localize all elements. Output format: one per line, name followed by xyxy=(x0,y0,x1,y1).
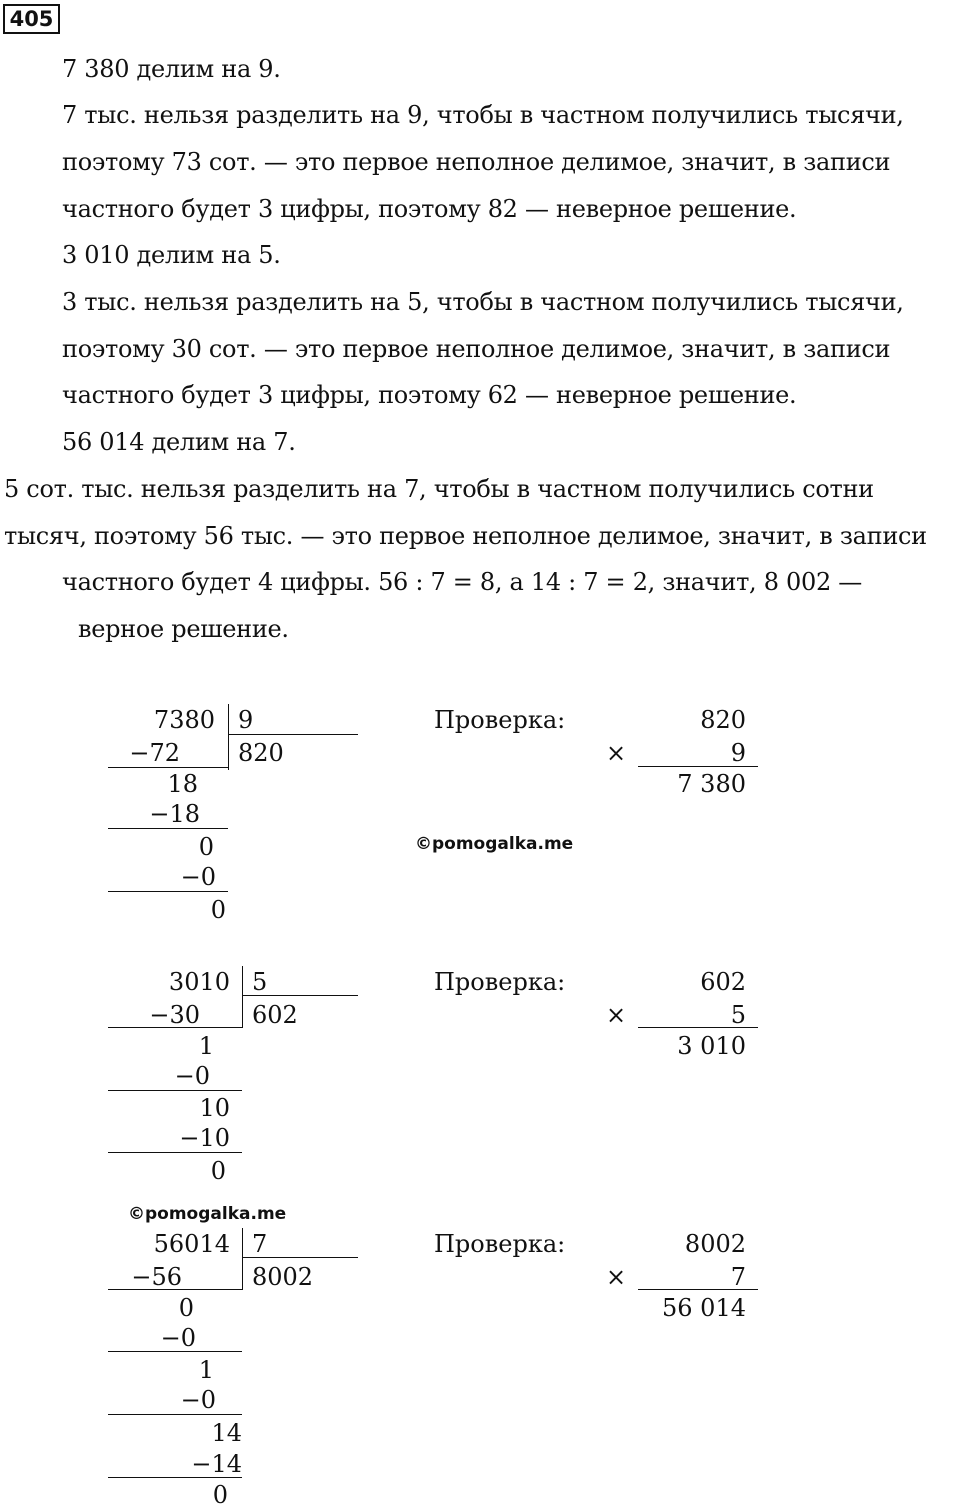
check-multiplier: 5 xyxy=(730,1001,746,1029)
division-bar xyxy=(242,966,243,1028)
subtrahend: −14 xyxy=(191,1450,242,1478)
check-product: 56 014 xyxy=(662,1294,746,1322)
subtrahend: −0 xyxy=(160,1324,196,1352)
paragraph-line: 7 380 делим на 9. xyxy=(62,55,281,83)
remainder: 1 xyxy=(198,1356,214,1384)
step-line xyxy=(108,1090,242,1091)
quotient: 602 xyxy=(252,1001,298,1029)
paragraph-line: поэтому 73 сот. — это первое неполное делимое, значит, в записи xyxy=(62,148,891,176)
subtrahend: −56 xyxy=(131,1263,182,1291)
remainder: 10 xyxy=(199,1094,230,1122)
step-line xyxy=(108,1027,242,1028)
check-multiplier: 9 xyxy=(730,739,746,767)
divisor-line xyxy=(228,734,358,735)
check-product: 7 380 xyxy=(677,770,746,798)
paragraph-line: поэтому 30 сот. — это первое неполное делимое, значит, в записи xyxy=(62,335,891,363)
subtrahend: −10 xyxy=(179,1124,230,1152)
problem-number: 405 xyxy=(3,4,60,34)
divisor: 7 xyxy=(252,1230,268,1258)
subtrahend: −30 xyxy=(149,1001,200,1029)
paragraph-line: верное решение. xyxy=(78,615,289,643)
multiply-sign: × xyxy=(606,1001,627,1029)
paragraph-line: 3 тыс. нельзя разделить на 5, чтобы в частном получились тысячи, xyxy=(62,288,904,316)
check-multiplicand: 820 xyxy=(700,706,746,734)
divisor: 9 xyxy=(238,706,254,734)
watermark: ©pomogalka.me xyxy=(128,1204,287,1224)
quotient: 8002 xyxy=(252,1263,314,1291)
paragraph-line: тысяч, поэтому 56 тыс. — это первое неполное делимое, значит, в записи xyxy=(4,522,927,550)
remainder: 14 xyxy=(211,1419,242,1447)
multiply-sign: × xyxy=(606,1263,627,1291)
step-line xyxy=(108,767,228,768)
step-line xyxy=(108,1289,242,1290)
check-multiplier: 7 xyxy=(730,1263,746,1291)
check-label: Проверка: xyxy=(434,968,566,996)
step-line xyxy=(108,1414,242,1415)
division-bar xyxy=(242,1228,243,1290)
remainder: 1 xyxy=(198,1032,214,1060)
subtrahend: −72 xyxy=(129,739,180,767)
multiply-sign: × xyxy=(606,739,627,767)
step-line xyxy=(108,891,228,892)
check-label: Проверка: xyxy=(434,706,566,734)
remainder: 18 xyxy=(167,770,198,798)
paragraph-line: 5 сот. тыс. нельзя разделить на 7, чтобы в частном получились сотни xyxy=(4,475,874,503)
subtrahend: −18 xyxy=(149,800,200,828)
check-product: 3 010 xyxy=(677,1032,746,1060)
remainder: 0 xyxy=(198,833,214,861)
paragraph-line: частного будет 3 цифры, поэтому 62 — неверное решение. xyxy=(62,381,797,409)
divisor: 5 xyxy=(252,968,268,996)
remainder: 0 xyxy=(210,896,226,924)
subtrahend: −0 xyxy=(180,863,216,891)
remainder: 0 xyxy=(212,1481,228,1509)
paragraph-line: 7 тыс. нельзя разделить на 9, чтобы в частном получились тысячи, xyxy=(62,101,904,129)
step-line xyxy=(108,1152,242,1153)
subtrahend: −0 xyxy=(180,1386,216,1414)
quotient: 820 xyxy=(238,739,284,767)
dividend: 7380 xyxy=(153,706,215,734)
remainder: 0 xyxy=(210,1157,226,1185)
step-line xyxy=(108,828,228,829)
remainder: 0 xyxy=(178,1294,194,1322)
paragraph-line: частного будет 4 цифры. 56 : 7 = 8, а 14 : 7 = 2, значит, 8 002 — xyxy=(62,568,862,596)
watermark: ©pomogalka.me xyxy=(415,834,574,854)
dividend: 56014 xyxy=(153,1230,230,1258)
product-line xyxy=(638,766,758,767)
subtrahend: −0 xyxy=(174,1062,210,1090)
step-line xyxy=(108,1477,242,1478)
paragraph-line: 3 010 делим на 5. xyxy=(62,241,281,269)
product-line xyxy=(638,1027,758,1028)
check-multiplicand: 602 xyxy=(700,968,746,996)
check-label: Проверка: xyxy=(434,1230,566,1258)
dividend: 3010 xyxy=(168,968,230,996)
check-multiplicand: 8002 xyxy=(684,1230,746,1258)
division-bar xyxy=(228,704,229,770)
step-line xyxy=(108,1351,242,1352)
paragraph-line: 56 014 делим на 7. xyxy=(62,428,296,456)
paragraph-line: частного будет 3 цифры, поэтому 82 — неверное решение. xyxy=(62,195,797,223)
product-line xyxy=(638,1289,758,1290)
